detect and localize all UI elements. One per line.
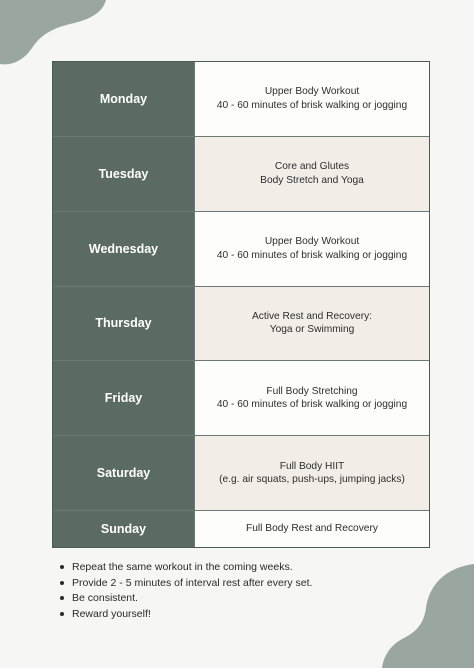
- bullet-icon: [60, 581, 64, 585]
- bullet-icon: [60, 612, 64, 616]
- activity-cell-friday: [195, 361, 429, 435]
- activity-cell-sunday: [195, 511, 429, 547]
- weekly-schedule-table: [52, 61, 430, 548]
- decorative-blob-top-left: [0, 0, 110, 70]
- schedule-row-thursday: [53, 287, 429, 362]
- activity-line: Full Body Stretching: [266, 385, 358, 397]
- note-item: Provide 2 - 5 minutes of interval rest after every set.: [58, 576, 312, 592]
- activity-line: Core and Glutes: [274, 161, 350, 173]
- bullet-icon: [60, 596, 64, 600]
- schedule-row-tuesday: [53, 137, 429, 212]
- activity-cell-monday: [195, 62, 429, 136]
- activity-line: Upper Body Workout: [264, 236, 360, 248]
- schedule-row-monday: [53, 62, 429, 137]
- note-item: Repeat the same workout in the coming weeks.: [58, 560, 312, 576]
- notes-list: [58, 560, 312, 622]
- schedule-row-sunday: [53, 511, 429, 547]
- activity-line: 40 - 60 minutes of brisk walking or jogging: [216, 399, 408, 411]
- schedule-row-friday: [53, 361, 429, 436]
- decorative-blob-bottom-right: [382, 564, 474, 668]
- day-cell-sunday: Sunday: [53, 511, 195, 547]
- activity-line: 40 - 60 minutes of brisk walking or jogging: [216, 99, 408, 111]
- activity-line: Upper Body Workout: [264, 86, 360, 98]
- activity-line: 40 - 60 minutes of brisk walking or jogging: [216, 249, 408, 261]
- schedule-row-saturday: [53, 436, 429, 511]
- activity-line: Body Stretch and Yoga: [260, 174, 364, 186]
- note-item: Be consistent.: [58, 591, 312, 607]
- activity-line: Full Body Rest and Recovery: [246, 523, 378, 535]
- activity-cell-wednesday: [195, 212, 429, 286]
- note-item: Reward yourself!: [58, 607, 312, 623]
- day-cell-saturday: Saturday: [53, 436, 195, 510]
- schedule-row-wednesday: [53, 212, 429, 287]
- activity-line: Active Rest and Recovery:: [251, 310, 373, 322]
- activity-line: (e.g. air squats, push-ups, jumping jacks): [219, 474, 405, 486]
- day-cell-monday: Monday: [53, 62, 195, 136]
- day-cell-tuesday: Tuesday: [53, 137, 195, 211]
- activity-line: Yoga or Swimming: [269, 324, 355, 336]
- activity-cell-saturday: [195, 436, 429, 510]
- activity-cell-thursday: [195, 287, 429, 361]
- bullet-icon: [60, 565, 64, 569]
- activity-line: Full Body HIIT: [279, 460, 345, 472]
- activity-cell-tuesday: [195, 137, 429, 211]
- day-cell-thursday: Thursday: [53, 287, 195, 361]
- day-cell-friday: Friday: [53, 361, 195, 435]
- day-cell-wednesday: Wednesday: [53, 212, 195, 286]
